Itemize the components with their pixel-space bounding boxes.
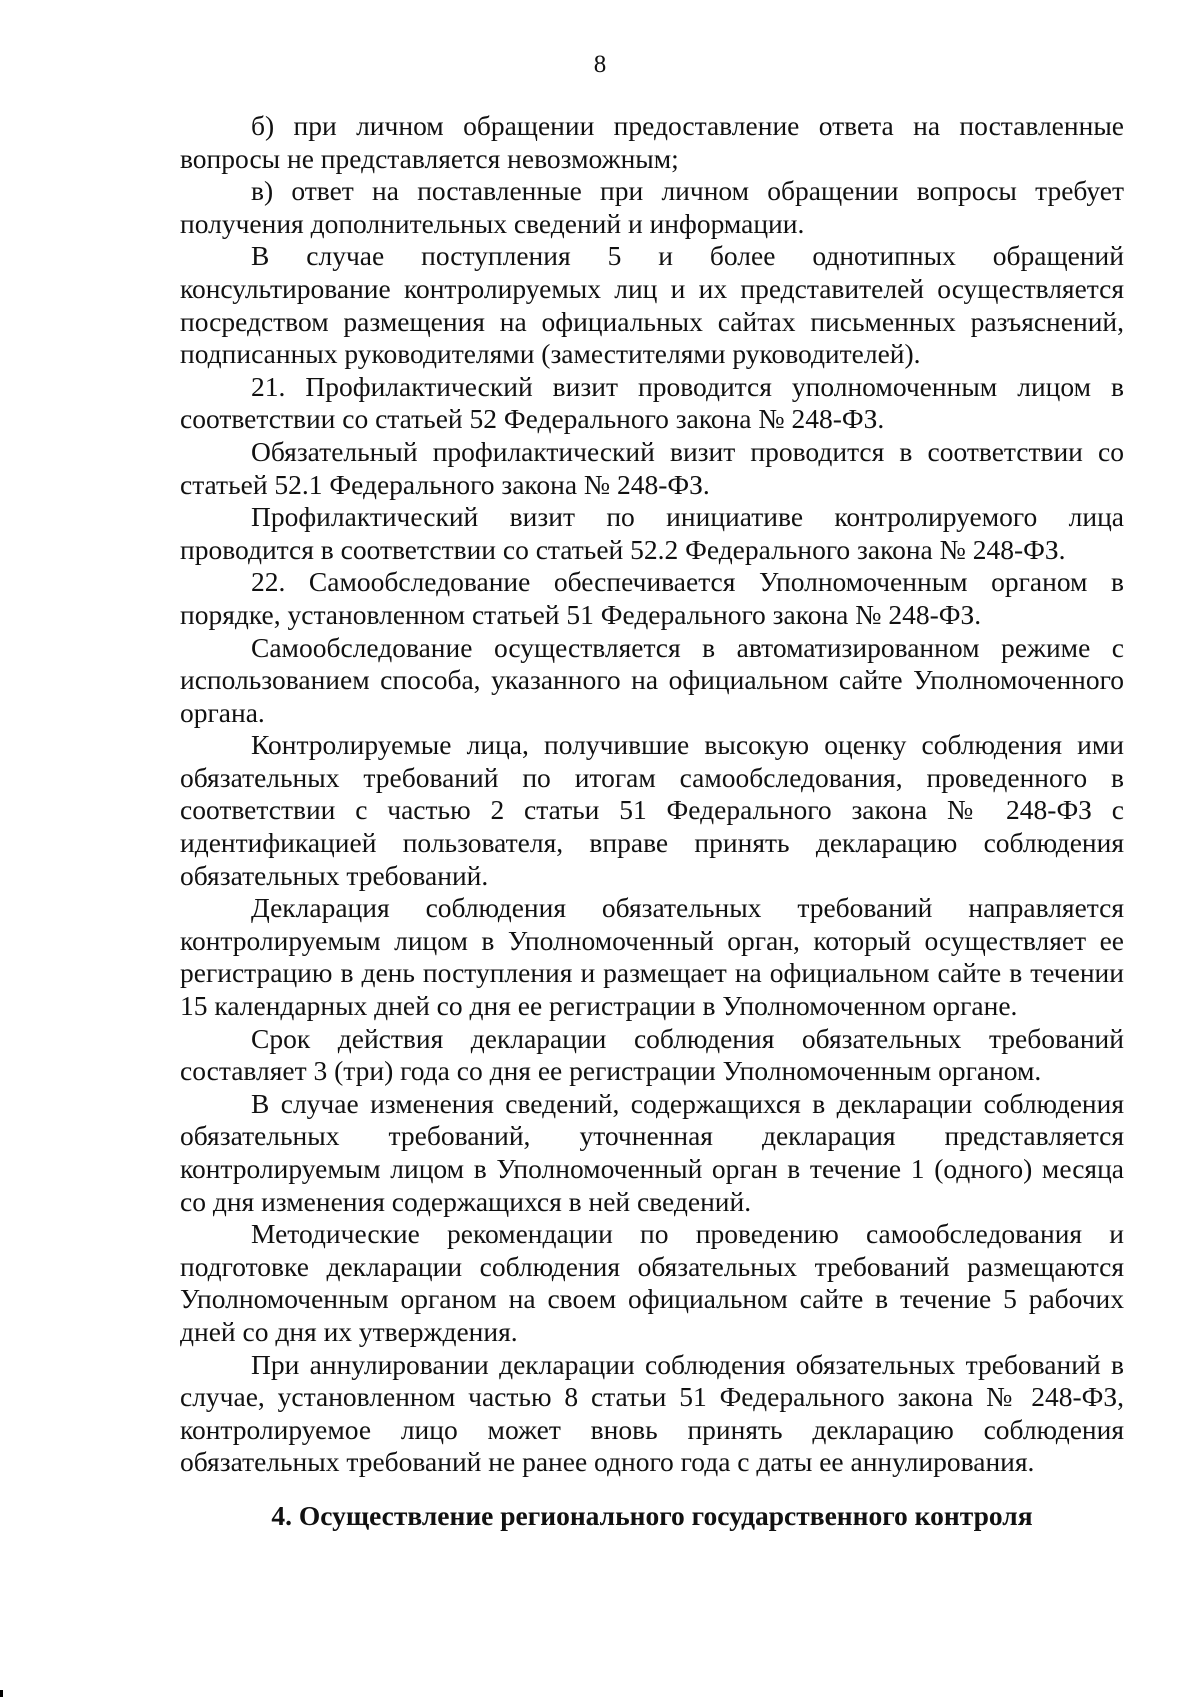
paragraph-mandatory-visit: Обязательный профилактический визит проводится в соответствии со статьей 52.1 Федерального закона № 248-ФЗ. bbox=[180, 435, 1124, 500]
section-heading: 4. Осуществление регионального государственного контроля bbox=[271, 1500, 1033, 1531]
paragraph-initiative-visit: Профилактический визит по инициативе контролируемого лица проводится в соответствии со статьей 52.2 Федерального закона № 248-ФЗ. bbox=[180, 501, 1124, 565]
paragraph-21: 21. Профилактический визит проводится уполномоченным лицом в соответствии со статьей 52 Федерального закона № 248-ФЗ. bbox=[180, 370, 1124, 435]
paragraph-self-survey-mode: Самообследование осуществляется в автоматизированном режиме с использованием способа, указанного на официальном сайте Уполномоченного органа. bbox=[180, 631, 1124, 728]
document-body bbox=[180, 110, 1124, 1479]
paragraph-b: б) при личном обращении предоставление ответа на поставленные вопросы не представляется невозможным; bbox=[180, 110, 1124, 174]
page-number: 8 bbox=[593, 51, 607, 78]
paragraph-declaration-update: В случае изменения сведений, содержащихся в декларации соблюдения обязательных требований, уточненная декларация представляется контролируемым лицом в Уполномоченный орган в течение 1 (одного) месяца со дня изменения содержащихся в ней сведений. bbox=[180, 1087, 1124, 1217]
paragraph-v: в) ответ на поставленные при личном обращении вопросы требует получения дополнительных сведений и информации. bbox=[180, 175, 1124, 239]
paragraph-declaration-annulment: При аннулировании декларации соблюдения обязательных требований в случае, установленном частью 8 статьи 51 Федерального закона № 248-ФЗ, контролируемое лицо может вновь принять декларацию соблюдения обязательных требований не ранее одного года с даты ее аннулирования. bbox=[180, 1348, 1124, 1478]
paragraph-methodical-recommendations: Методические рекомендации по проведению самообследования и подготовке декларации соблюдения обязательных требований размещаются Уполномоченным органом на своем официальном сайте в течение 5 рабочих дней со дня их утверждения. bbox=[180, 1218, 1124, 1347]
paragraph-similar-appeals: В случае поступления 5 и более однотипных обращений консультирование контролируемых лиц и их представителей осуществляется посредством размещения на официальных сайтах письменных разъяснений, подписанных руководителями (заместителями руководителей). bbox=[180, 240, 1124, 370]
scan-edge-mark bbox=[0, 1690, 3, 1697]
paragraph-declaration-registration: Декларация соблюдения обязательных требований направляется контролируемым лицом в Уполномоченный орган, который осуществляет ее регистрацию в день поступления и размещает на официальном сайте в течении 15 календарных дней со дня ее регистрации в Уполномоченном органе. bbox=[180, 892, 1124, 1022]
paragraph-high-score-declaration: Контролируемые лица, получившие высокую оценку соблюдения ими обязательных требований по итогам самообследования, проведенного в соответствии с частью 2 статьи 51 Федерального закона № 248-ФЗ с идентификацией пользователя, вправе принять декларацию соблюдения обязательных требований. bbox=[180, 729, 1124, 891]
paragraph-declaration-term: Срок действия декларации соблюдения обязательных требований составляет 3 (три) года со дня ее регистрации Уполномоченным органом. bbox=[180, 1022, 1124, 1087]
paragraph-22: 22. Самообследование обеспечивается Уполномоченным органом в порядке, установленном статьей 51 Федерального закона № 248-ФЗ. bbox=[180, 566, 1124, 630]
